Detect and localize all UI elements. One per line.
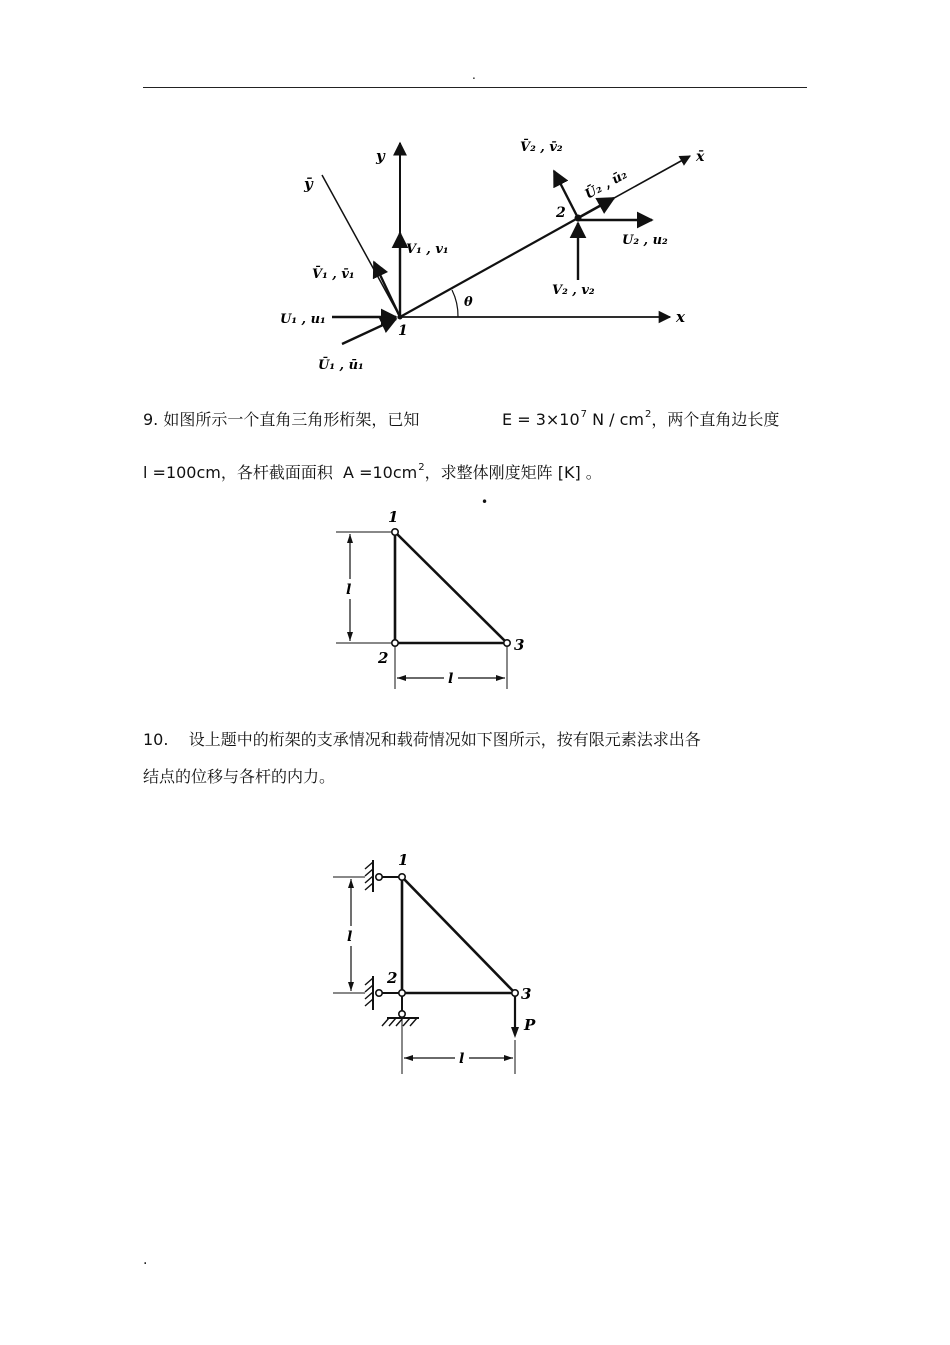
problem-9-period: 。 [585, 463, 602, 482]
problem-9-line-2 [143, 460, 602, 483]
ground-2-hatch [382, 1018, 417, 1026]
label-v2: V₂ , v₂ [552, 283, 595, 298]
ybar-axis [322, 175, 400, 317]
node-1-hinge [392, 529, 398, 535]
stray-mark: • [481, 495, 489, 509]
label-node-3: 3 [514, 636, 525, 654]
triangle-truss-figure [330, 505, 530, 695]
formula-e-unit: N / cm [587, 410, 645, 429]
label-x: x [676, 308, 685, 326]
problem-9-formula-e [502, 407, 779, 430]
support-1-pin [376, 874, 382, 880]
node-1-dot [398, 315, 403, 320]
load-p-arrowhead [511, 1027, 519, 1038]
member-1-3 [402, 877, 515, 993]
label-v2bar: V̄₂ , v̄₂ [520, 140, 563, 155]
dim-arrow-vertical-bottom [347, 632, 353, 641]
bar-element [400, 218, 578, 317]
label-load-p: P [524, 1016, 536, 1034]
u1bar-arrow [342, 319, 396, 344]
problem-9-line-1 [143, 407, 419, 430]
theta-arc [452, 290, 458, 317]
formula-a-exponent: 2 [418, 462, 425, 473]
problem-9-length-text: l =100cm，各杆截面面积 [143, 463, 333, 482]
header-dot: . [472, 68, 476, 82]
label-v1bar: V̄₁ , v̄₁ [312, 267, 355, 282]
problem-10-text-1: 设上题中的桁架的支承情况和载荷情况如下图所示，按有限元素法求出各 [188, 730, 701, 749]
header-rule [143, 87, 807, 88]
dim-arrow-vertical-bottom [348, 982, 354, 991]
label-node-2: 2 [378, 649, 389, 667]
label-xbar: x̄ [696, 149, 705, 165]
label-u1bar: Ū₁ , ū₁ [318, 358, 364, 373]
node-2-hinge [399, 990, 405, 996]
problem-9-text-b: ，两个直角边长度 [651, 410, 780, 429]
formula-e-unit-exponent: 2 [645, 409, 652, 420]
support-2-pin [376, 990, 382, 996]
label-ybar: ȳ [304, 175, 313, 193]
dim-arrow-horizontal-right [504, 1055, 513, 1061]
label-node-1: 1 [388, 508, 399, 526]
label-u1: U₁ , u₁ [280, 312, 326, 327]
dim-arrow-horizontal-left [397, 675, 406, 681]
problem-9-stiffness-text: ，求整体刚度矩阵 [424, 463, 553, 482]
dim-arrow-vertical-top [348, 879, 354, 888]
problem-10-line-1 [143, 727, 701, 750]
footer-dot: . [143, 1252, 148, 1268]
formula-a-base: A =10cm [343, 463, 418, 482]
wall-1-hatch [365, 862, 373, 890]
node-3-hinge [504, 640, 510, 646]
node-2-hinge [392, 640, 398, 646]
wall-2-hatch [365, 978, 373, 1006]
label-u2: U₂ , u₂ [622, 233, 668, 248]
problem-10-line-2: 结点的位移与各杆的内力。 [143, 767, 336, 786]
member-1-3 [395, 532, 507, 643]
node-3-hinge [512, 990, 518, 996]
dim-arrow-horizontal-right [496, 675, 505, 681]
problem-9-text-a: 如图所示一个直角三角形桁架，已知 [163, 410, 420, 429]
problem-10-number: 10. [143, 730, 169, 749]
support-2-ground-pin [399, 1011, 405, 1017]
label-node-3: 3 [521, 985, 532, 1003]
dim-arrow-vertical-top [347, 534, 353, 543]
label-dim-horizontal: l [459, 1051, 465, 1067]
label-node-1: 1 [398, 851, 409, 869]
dim-arrow-horizontal-left [404, 1055, 413, 1061]
node-1-hinge [399, 874, 405, 880]
u2bar-arrow [578, 198, 614, 218]
label-node-2: 2 [556, 205, 566, 221]
node-2-dot [575, 215, 582, 222]
label-node-1: 1 [398, 323, 408, 339]
label-v1: V₁ , v₁ [406, 242, 449, 257]
label-dim-horizontal: l [448, 671, 454, 687]
matrix-k: [K] [557, 463, 581, 482]
label-dim-vertical: l [346, 582, 352, 598]
label-theta: θ [464, 295, 473, 310]
formula-e-exponent: 7 [580, 409, 588, 420]
v1bar-arrow [374, 262, 400, 317]
label-dim-vertical: l [347, 929, 353, 945]
label-u2bar: Ū₂ , ū₂ [582, 167, 630, 203]
bar-element-coordinate-figure [270, 135, 720, 385]
label-node-2: 2 [387, 969, 398, 987]
formula-e-base: E = 3×10 [502, 410, 580, 429]
label-y: y [376, 147, 385, 165]
problem-9-number: 9. [143, 410, 159, 429]
supported-truss-figure [325, 848, 555, 1080]
